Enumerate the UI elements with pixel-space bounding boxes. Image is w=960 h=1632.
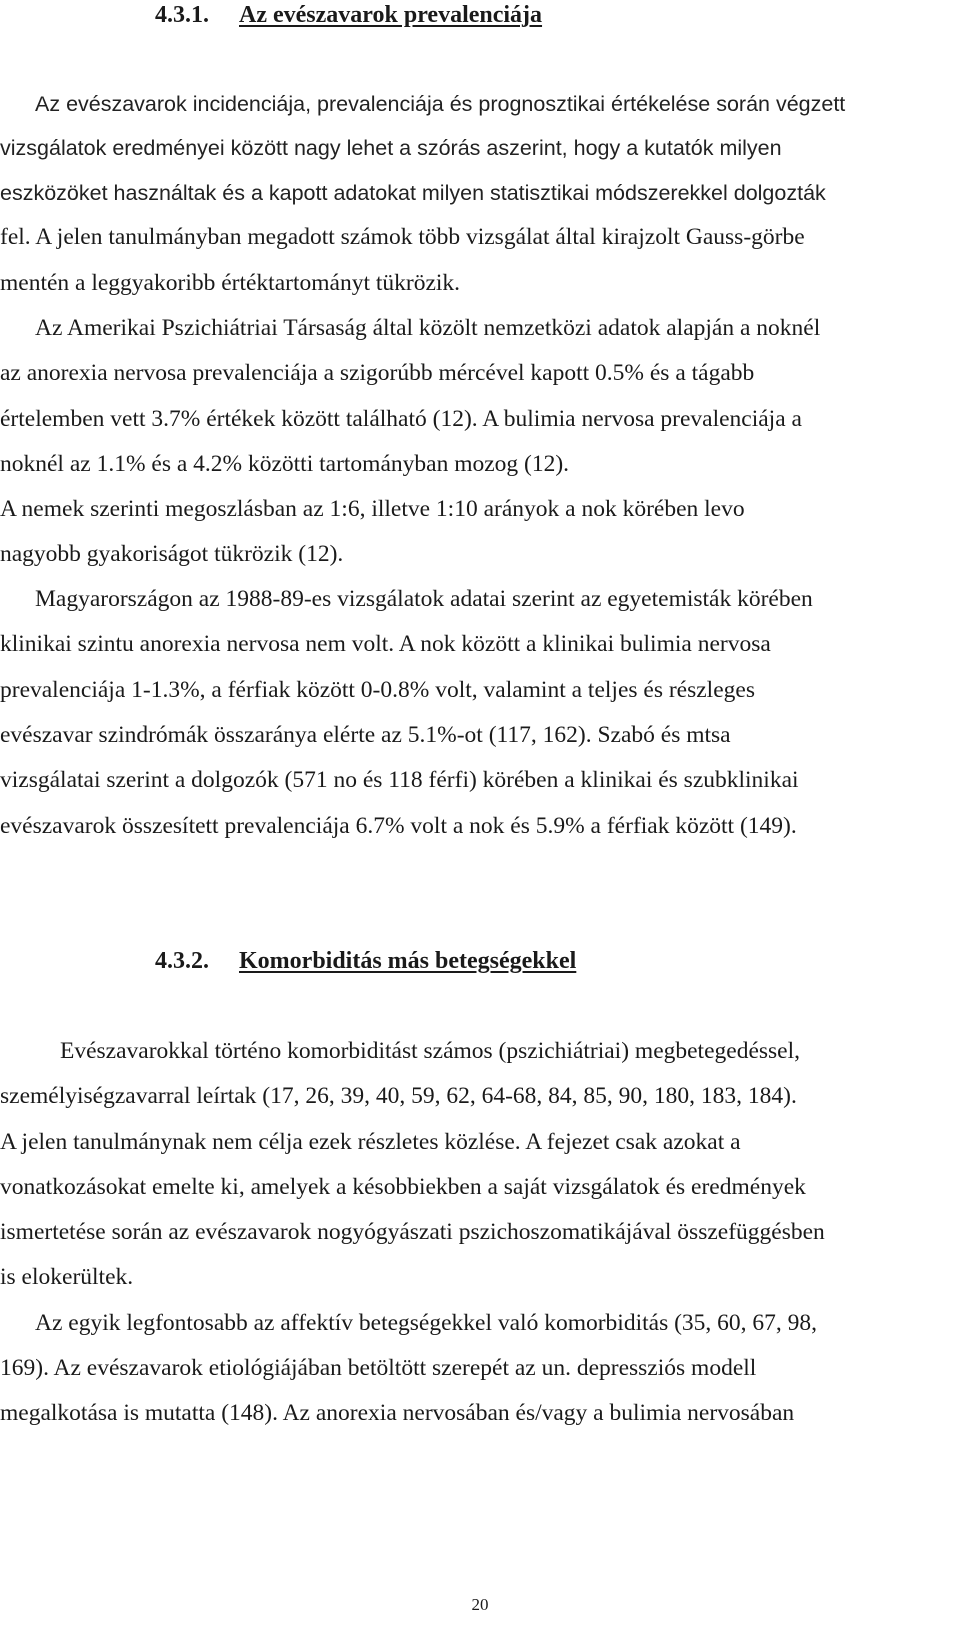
body-line: is elokerültek. [0, 1264, 134, 1290]
body-line: A jelen tanulmánynak nem célja ezek részletes közlése. A fejezet csak azokat a [0, 1129, 741, 1155]
body-line: Magyarországon az 1988-89-es vizsgálatok adatai szerint az egyetemisták körében [35, 586, 813, 612]
body-line: vizsgálatai szerint a dolgozók (571 no és 118 férfi) körében a klinikai és szubklinikai [0, 767, 799, 793]
body-line: fel. A jelen tanulmányban megadott számok több vizsgálat által kirajzolt Gauss-görbe [0, 224, 805, 250]
body-line: az anorexia nervosa prevalenciája a szigorúbb mércével kapott 0.5% és a tágabb [0, 360, 755, 386]
body-line: 169). Az evészavarok etiológiájában betöltött szerepét az un. depressziós modell [0, 1355, 757, 1381]
body-line: evészavar szindrómák összaránya elérte az 5.1%-ot (117, 162). Szabó és mtsa [0, 722, 731, 748]
section-heading-4-3-1 [155, 0, 542, 30]
body-line: értelemben vett 3.7% értékek között található (12). A bulimia nervosa prevalenciája a [0, 406, 802, 432]
body-line: Evészavarokkal történo komorbiditást számos (pszichiátriai) megbetegedéssel, [60, 1038, 800, 1064]
section-number: 4.3.2. [155, 948, 209, 974]
section-title: Komorbiditás más betegségekkel [239, 948, 577, 974]
body-line: Az egyik legfontosabb az affektív betegségekkel való komorbiditás (35, 60, 67, 98, [35, 1310, 818, 1336]
body-line: nagyobb gyakoriságot tükrözik (12). [0, 541, 344, 567]
body-line: A nemek szerinti megoszlásban az 1:6, illetve 1:10 arányok a nok körében levo [0, 496, 745, 522]
body-line: noknél az 1.1% és a 4.2% közötti tartományban mozog (12). [0, 451, 570, 477]
section-number: 4.3.1. [155, 2, 209, 28]
body-line: Az evészavarok incidenciája, prevalenciája és prognosztikai értékelése során végzett [35, 92, 846, 116]
body-line: személyiségzavarral leírtak (17, 26, 39, 40, 59, 62, 64-68, 84, 85, 90, 180, 183, 184). [0, 1083, 797, 1109]
body-line: prevalenciája 1-1.3%, a férfiak között 0-0.8% volt, valamint a teljes és részleges [0, 677, 755, 703]
body-line: ismertetése során az evészavarok nogyógyászati pszichoszomatikájával összefüggésben [0, 1219, 825, 1245]
body-line: vonatkozásokat emelte ki, amelyek a késobbiekben a saját vizsgálatok és eredmények [0, 1174, 806, 1200]
page-number: 20 [471, 1595, 489, 1614]
section-heading-4-3-2 [155, 946, 576, 976]
body-line: klinikai szintu anorexia nervosa nem volt. A nok között a klinikai bulimia nervosa [0, 631, 771, 657]
body-line: megalkotása is mutatta (148). Az anorexia nervosában és/vagy a bulimia nervosában [0, 1400, 795, 1426]
section-title: Az evészavarok prevalenciája [239, 2, 543, 28]
body-line: eszközöket használtak és a kapott adatokat milyen statisztikai módszerekkel dolgozták [0, 181, 826, 205]
body-line: mentén a leggyakoribb értéktartományt tükrözik. [0, 270, 461, 296]
body-line: evészavarok összesített prevalenciája 6.7% volt a nok és 5.9% a férfiak között (149). [0, 813, 797, 839]
body-line: vizsgálatok eredményei között nagy lehet a szórás aszerint, hogy a kutatók milyen [0, 136, 782, 160]
body-line: Az Amerikai Pszichiátriai Társaság által közölt nemzetközi adatok alapján a noknél [35, 315, 821, 341]
